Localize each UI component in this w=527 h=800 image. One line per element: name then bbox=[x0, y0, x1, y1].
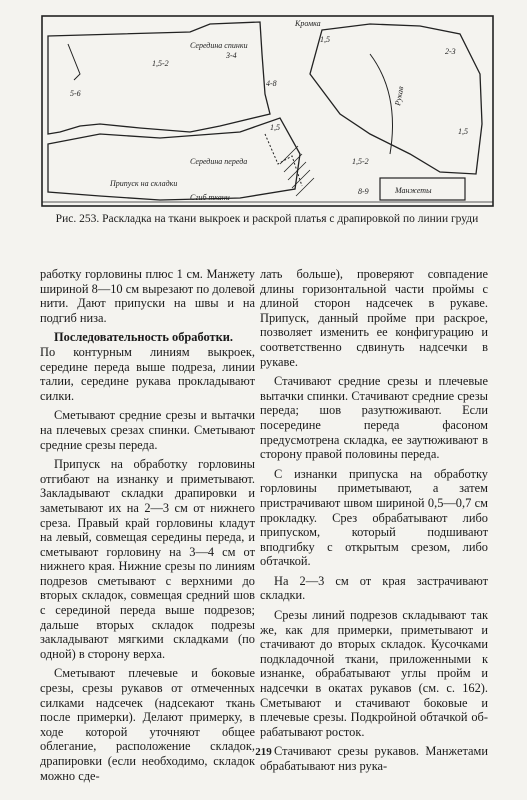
measure-1: 1,5-2 bbox=[152, 59, 169, 68]
measure-2: 3-4 bbox=[226, 51, 237, 60]
paragraph: Стачивают срезы рукавов. Манжетами обрабатывают низ рука- bbox=[260, 744, 488, 773]
section-heading: Последовательность обработки. bbox=[54, 330, 234, 345]
label-bodice-middle: Середина переда bbox=[190, 157, 248, 166]
paragraph: Припуск на обработку горловины отгибают на изнанку и приметывают. Закладывают складки драпировки и заметывают их на 2—3 см от нижнего среза. Правый край горловины кладут на левый, совмещая середины переда, и сметывают горловину на 3—4 см от нижнего края. Нижние срезы по линиям подрезов сметывают с верхними до вторых складок, совмещая средний шов с серединой переда выше подрезов; дальше вторых складок подрезы закладывают мягкими складками (по одной) в сторону верха. bbox=[40, 457, 255, 661]
measure-7: 2-3 bbox=[445, 47, 456, 56]
paragraph: По контурным линиям выкроек, середине переда выше подреза, линии талии, середине рукава прокладывают силки. bbox=[40, 344, 255, 403]
label-fold-line: Сгиб ткани bbox=[190, 193, 230, 202]
paragraph: Сметывают средние срезы и вытачки на плечевых срезах спинки. Сметывают средние срезы переда. bbox=[40, 408, 255, 452]
text-column-right bbox=[260, 267, 488, 779]
paragraph: Срезы линий подрезов складывают так же, как для примерки, приметывают и стачивают до вторых складок. Кусочками подкладочной ткани, приложенными к изнанке, обрабатывают углы пройм и надсечки в окатах рукавов (см. с. 162). Сметывают и стачивают боковые и плечевые срезы. Подкройной обтачкой обрабатывают росток. bbox=[260, 608, 488, 739]
paragraph: лать больше), проверяют совпадение длины горизонтальной части проймы с длиной сторон надсечек в рукаве. Припуск, данный пройме при раскрое, позволяет изменить ее конфигурацию и соответственно сдвинуть надсечки в рукаве. bbox=[260, 267, 488, 369]
label-allowance: Припуск на складки bbox=[110, 179, 178, 188]
label-fold: Кромка bbox=[295, 19, 321, 28]
measure-9: 1,5 bbox=[458, 127, 468, 136]
back-dart bbox=[68, 44, 80, 80]
measure-4: 5-6 bbox=[70, 89, 81, 98]
hatched-area bbox=[280, 146, 314, 196]
paragraph: На 2—3 см от края застрачивают складки. bbox=[260, 573, 488, 603]
measure-3: 4-8 bbox=[266, 79, 277, 88]
paragraph: работку горловины плюс 1 см. Манжету шириной 8—10 см вырезают по долевой нити. Дают припуски на швы и на подгиб низа. bbox=[40, 267, 255, 325]
label-cuffs: Манжеты bbox=[395, 186, 432, 195]
measure-8: 1,5-2 bbox=[352, 157, 369, 166]
measure-10: 8-9 bbox=[358, 187, 369, 196]
text-column-left bbox=[40, 267, 255, 788]
paragraph: Стачивают средние срезы и плечевые вытачки спинки. Стачивают средние срезы переда; шов разутюживают. Если посередине переда фасоном предусмотрена складка, ее заутюживают в сторону правой половины переда. bbox=[260, 374, 488, 462]
page-number: 219 bbox=[255, 746, 272, 758]
pattern-diagram bbox=[40, 14, 495, 210]
layout-figure bbox=[40, 14, 495, 210]
figure-caption: Рис. 253. Раскладка на ткани выкроек и раскрой платья с драпировкой по линии груди bbox=[55, 213, 479, 225]
paragraph: С изнанки припуска на обработку горловины приметывают, а затем пристрачивают швом шириной 0,5—0,7 см прокладку. Срез обрабатывают либо припуском, который подшивают вподгибку с открытым срезом, либо обтачкой. bbox=[260, 466, 488, 569]
back-piece bbox=[48, 22, 270, 134]
label-sleeve: Рукав bbox=[393, 85, 406, 107]
measure-6: 1,5 bbox=[320, 35, 330, 44]
paragraph: Сметывают плечевые и боковые срезы, срезы рукавов от отмеченных силками надсечек (надсекают ткань после примерки). Делают примерку, в ходе которой уточняют общее облегание, расположение складок, драпировки (если необходимо, складок можно сде- bbox=[40, 666, 255, 783]
label-back-middle: Середина спинки bbox=[190, 41, 248, 50]
measure-5: 1,5 bbox=[270, 123, 280, 132]
